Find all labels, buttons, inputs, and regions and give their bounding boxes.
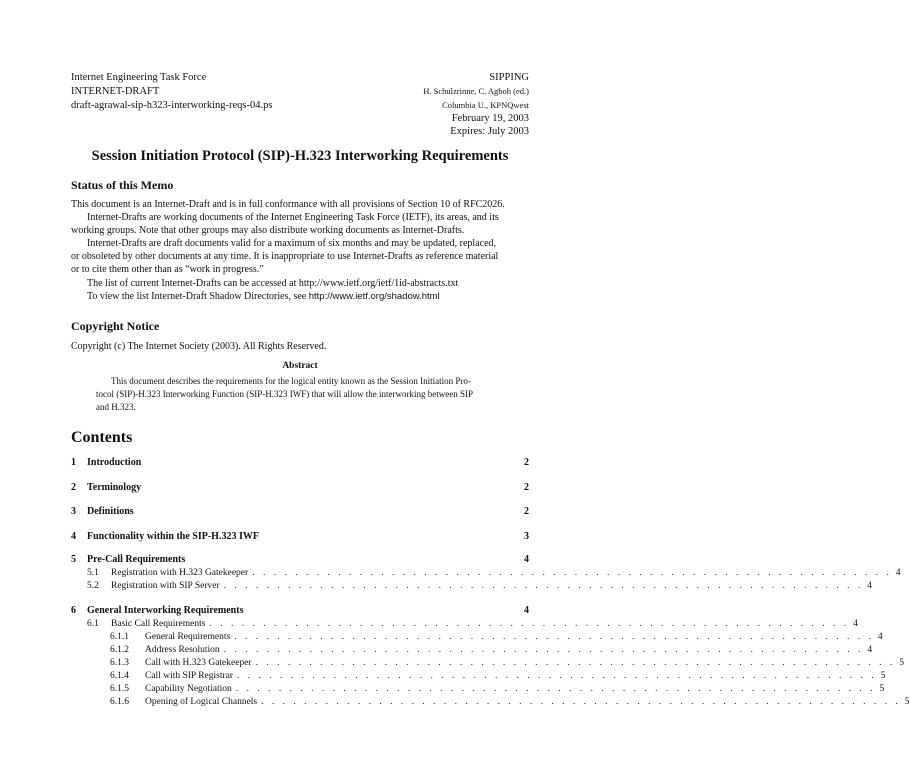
toc-dot-leader: . . . . . . . . . . . . . . . . . . . . . . . . . . . . . . . . . . . . . . . . . . . . . . . . . . . . . . . . . . . . (223, 645, 864, 655)
toc-entry-page: 4 (895, 568, 901, 578)
toc-entry-page: 2 (524, 482, 529, 493)
toc-entry-page: 2 (524, 506, 529, 517)
toc-entry-number: 6.1.3 (110, 658, 129, 668)
toc-dot-leader: . . . . . . . . . . . . . . . . . . . . . . . . . . . . . . . . . . . . . . . . . . . . . . . . . . . . . . . . . . . . (209, 619, 850, 629)
toc-entry-number: 4 (71, 531, 76, 542)
toc-entry-page: 2 (524, 457, 529, 468)
header-authors: H. Schulzrinne, C. Agboh (ed.) (423, 86, 529, 96)
toc-entry-number: 5.2 (87, 581, 99, 591)
copyright-text: Copyright (c) The Internet Society (2003). All Rights Reserved. (71, 341, 327, 352)
header-affiliation: Columbia U., KPNQwest (442, 100, 529, 110)
toc-entry-label: General Requirements (145, 632, 231, 642)
toc-entry-number: 1 (71, 457, 76, 468)
toc-entry-page: 4 (853, 619, 858, 629)
abstract-line-1: This document describes the requirements for the logical entity known as the Session Initiation Pro- (111, 376, 471, 386)
toc-entry[interactable] (71, 658, 904, 668)
toc-entry-page: 5 (879, 684, 885, 694)
abstract-heading: Abstract (282, 361, 318, 371)
toc-dot-leader: . . . . . . . . . . . . . . . . . . . . . . . . . . . . . . . . . . . . . . . . . . . . . . . . . . . . . . . . . . . . (223, 581, 864, 591)
toc-entry-label: Introduction (87, 457, 142, 468)
toc-entry-page: 4 (524, 605, 529, 616)
toc-entry-label: Definitions (87, 506, 134, 517)
toc-entry[interactable] (71, 684, 885, 694)
toc-entry-page: 4 (877, 632, 883, 642)
header-expires: Expires: July 2003 (450, 126, 529, 137)
status-line-7: The list of current Internet-Drafts can be accessed at http://www.ietf.org/ietf/1id-abstracts.txt (87, 278, 459, 289)
copyright-heading: Copyright Notice (71, 319, 160, 333)
toc-entry[interactable] (71, 457, 529, 468)
toc-entry-label: Basic Call Requirements (111, 619, 206, 629)
shadow-link[interactable]: http://www.ietf.org/shadow.html (308, 291, 440, 302)
toc-entry-number: 5.1 (87, 568, 99, 578)
status-line-2: Internet-Drafts are working documents of the Internet Engineering Task Force (IETF), its areas, and its (87, 212, 499, 223)
toc-dot-leader: . . . . . . . . . . . . . . . . . . . . . . . . . . . . . . . . . . . . . . . . . . . . . . . . . . . . . . . . . . . . (234, 632, 874, 642)
status-line-6: or to cite them other than as “work in progress.” (71, 264, 264, 275)
toc-entry-number: 2 (71, 482, 76, 493)
toc-entry-page: 4 (867, 645, 873, 655)
toc-entry[interactable] (71, 697, 910, 707)
toc-dot-leader: . . . . . . . . . . . . . . . . . . . . . . . . . . . . . . . . . . . . . . . . . . . . . . . . . . . . . . . . . . . . (235, 684, 876, 694)
toc-entry-number: 3 (71, 506, 76, 517)
toc-entry[interactable] (71, 645, 873, 655)
header-doctype: INTERNET-DRAFT (71, 86, 160, 97)
toc-entry-label: Registration with H.323 Gatekeeper (111, 568, 249, 578)
toc-entry-label: Terminology (87, 482, 142, 493)
toc-entry-page: 3 (524, 531, 529, 542)
toc-entry[interactable] (71, 581, 872, 591)
toc-entry-number: 6.1.2 (110, 645, 129, 655)
toc-entry-page: 4 (867, 581, 872, 591)
toc-entry-number: 6.1.5 (110, 684, 129, 694)
toc-entry-label: Call with H.323 Gatekeeper (145, 658, 252, 668)
status-line-4: Internet-Drafts are draft documents valid for a maximum of six months and may be updated, replaced, (87, 238, 497, 249)
toc-entry-number: 6.1 (87, 619, 99, 629)
status-line-3: working groups. Note that other groups may also distribute working documents as Internet-Drafts. (71, 225, 465, 236)
toc-entry-number: 6.1.1 (110, 632, 129, 642)
toc-entry-number: 6.1.6 (110, 697, 129, 707)
toc-entry-label: General Interworking Requirements (87, 605, 244, 616)
toc-entry-label: Opening of Logical Channels (145, 697, 258, 707)
toc-entry[interactable] (71, 568, 901, 578)
toc-entry[interactable] (71, 531, 529, 542)
toc-entry-label: Capability Negotiation (145, 684, 232, 694)
toc-entry-number: 5 (71, 554, 76, 565)
toc-entry[interactable] (71, 482, 529, 493)
toc-entry-page: 5 (899, 658, 904, 668)
toc-entry[interactable] (71, 605, 529, 616)
toc-entry[interactable] (71, 554, 529, 565)
toc-entry-label: Call with SIP Registrar (145, 671, 234, 681)
toc-entry-label: Pre-Call Requirements (87, 554, 186, 565)
toc-entry-number: 6.1.4 (110, 671, 129, 681)
toc-entry-page: 5 (880, 671, 886, 681)
document-title: Session Initiation Protocol (SIP)-H.323 Interworking Requirements (91, 148, 509, 164)
abstract-line-3: and H.323. (96, 402, 136, 412)
header-group: SIPPING (489, 72, 529, 83)
status-line-5: or obsoleted by other documents at any time. It is inappropriate to use Internet-Drafts as reference material (71, 251, 499, 262)
status-line-1: This document is an Internet-Draft and is in full conformance with all provisions of Section 10 of RFC2026. (71, 199, 505, 210)
contents-heading: Contents (71, 429, 133, 446)
toc-entry-label: Address Resolution (145, 645, 220, 655)
toc-entry-label: Registration with SIP Server (111, 581, 220, 591)
abstract-line-2: tocol (SIP)-H.323 Interworking Function (SIP-H.323 IWF) that will allow the interworking between SIP (96, 389, 473, 399)
toc-dot-leader: . . . . . . . . . . . . . . . . . . . . . . . . . . . . . . . . . . . . . . . . . . . . . . . . . . . . . . . . . . . . (255, 658, 896, 668)
toc-entry-label: Functionality within the SIP-H.323 IWF (87, 531, 259, 542)
shadow-prefix: To view the list Internet-Draft Shadow Directories, see (87, 291, 309, 302)
header-org: Internet Engineering Task Force (71, 72, 207, 83)
toc-entry[interactable] (71, 506, 529, 517)
toc-entry-number: 6 (71, 605, 76, 616)
status-heading: Status of this Memo (71, 178, 174, 192)
toc-entry[interactable] (71, 671, 886, 681)
header-date: February 19, 2003 (451, 113, 529, 124)
toc-dot-leader: . . . . . . . . . . . . . . . . . . . . . . . . . . . . . . . . . . . . . . . . . . . . . . . . . . . . . . . . . . . . (252, 568, 892, 578)
toc-dot-leader: . . . . . . . . . . . . . . . . . . . . . . . . . . . . . . . . . . . . . . . . . . . . . . . . . . . . . . . . . . . . (237, 671, 877, 681)
toc-entry[interactable] (71, 632, 883, 642)
toc-entry[interactable] (71, 619, 858, 629)
header-filename: draft-agrawal-sip-h323-interworking-reqs-04.ps (71, 100, 273, 111)
toc-entry-page: 4 (524, 554, 529, 565)
status-line-8 (87, 290, 440, 303)
toc-dot-leader: . . . . . . . . . . . . . . . . . . . . . . . . . . . . . . . . . . . . . . . . . . . . . . . . . . . . . . . . . . . . (261, 697, 901, 707)
toc-entry-page: 5 (904, 697, 910, 707)
